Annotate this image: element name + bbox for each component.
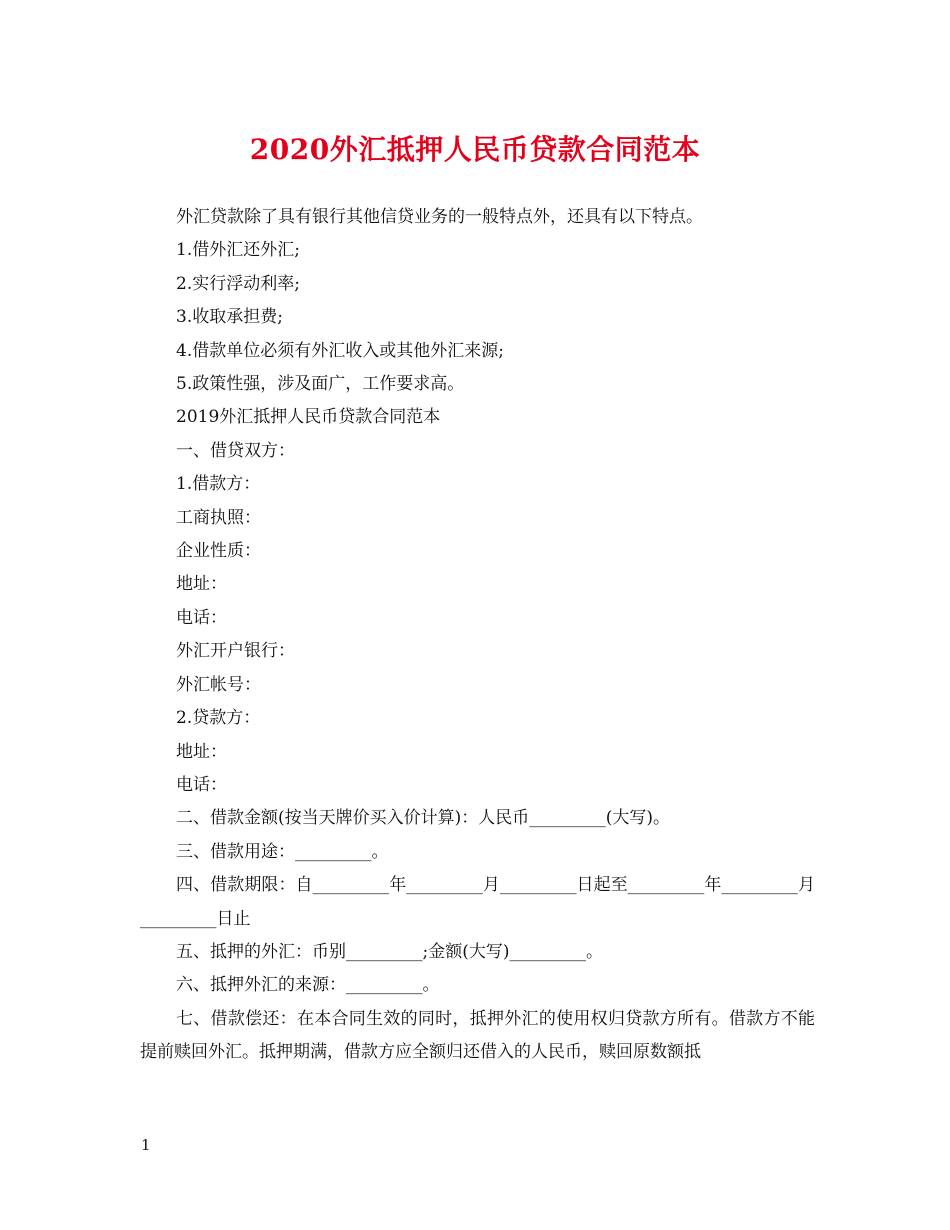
paragraph-address-1: 地址： <box>176 574 227 595</box>
paragraph-section-4: 四、借款期限：自_________年_________月_________日起至_________年_________月_________日止 <box>140 875 815 929</box>
paragraph-section-7: 七、借款偿还：在本合同生效的同时，抵押外汇的使用权归贷款方所有。借款方不能提前赎回外汇。抵押期满，借款方应全额归还借入的人民币，赎回原数额抵 <box>140 1008 815 1063</box>
paragraph-phone-1: 电话： <box>176 607 227 628</box>
paragraph-section-5: 五、抵押的外汇：币别_________;金额(大写)_________。 <box>176 941 603 962</box>
paragraph-forex-account: 外汇帐号： <box>176 674 261 695</box>
document-title: 2020外汇抵押人民币贷款合同范本 <box>249 133 701 166</box>
paragraph-feature-3: 3.收取承担费; <box>176 307 283 328</box>
paragraph-section-3: 三、借款用途：_________。 <box>176 841 389 862</box>
paragraph-phone-2: 电话： <box>176 774 227 795</box>
paragraph-section-6: 六、抵押外汇的来源：_________。 <box>176 975 440 996</box>
paragraph-business-license: 工商执照： <box>176 507 261 528</box>
paragraph-enterprise-nature: 企业性质： <box>176 541 261 562</box>
paragraph-feature-1: 1.借外汇还外汇; <box>176 240 300 261</box>
paragraph-lender: 2.贷款方： <box>176 708 261 729</box>
paragraph-intro: 外汇贷款除了具有银行其他信贷业务的一般特点外，还具有以下特点。 <box>176 207 703 227</box>
paragraph-contract-title: 2019外汇抵押人民币贷款合同范本 <box>176 407 441 428</box>
paragraph-forex-bank: 外汇开户银行： <box>176 641 295 662</box>
paragraph-section-1: 一、借贷双方： <box>176 440 295 461</box>
paragraph-borrower: 1.借款方： <box>176 474 261 495</box>
paragraph-feature-2: 2.实行浮动利率; <box>176 273 300 294</box>
paragraph-feature-5: 5.政策性强，涉及面广，工作要求高。 <box>176 374 465 395</box>
paragraph-address-2: 地址： <box>176 741 227 762</box>
document-body <box>140 201 815 1070</box>
paragraph-feature-4: 4.借款单位必须有外汇收入或其他外汇来源; <box>176 340 504 361</box>
page-number: 1 <box>141 1136 151 1154</box>
paragraph-section-2: 二、借款金额(按当天牌价买入价计算)：人民币_________(大写)。 <box>176 808 671 829</box>
